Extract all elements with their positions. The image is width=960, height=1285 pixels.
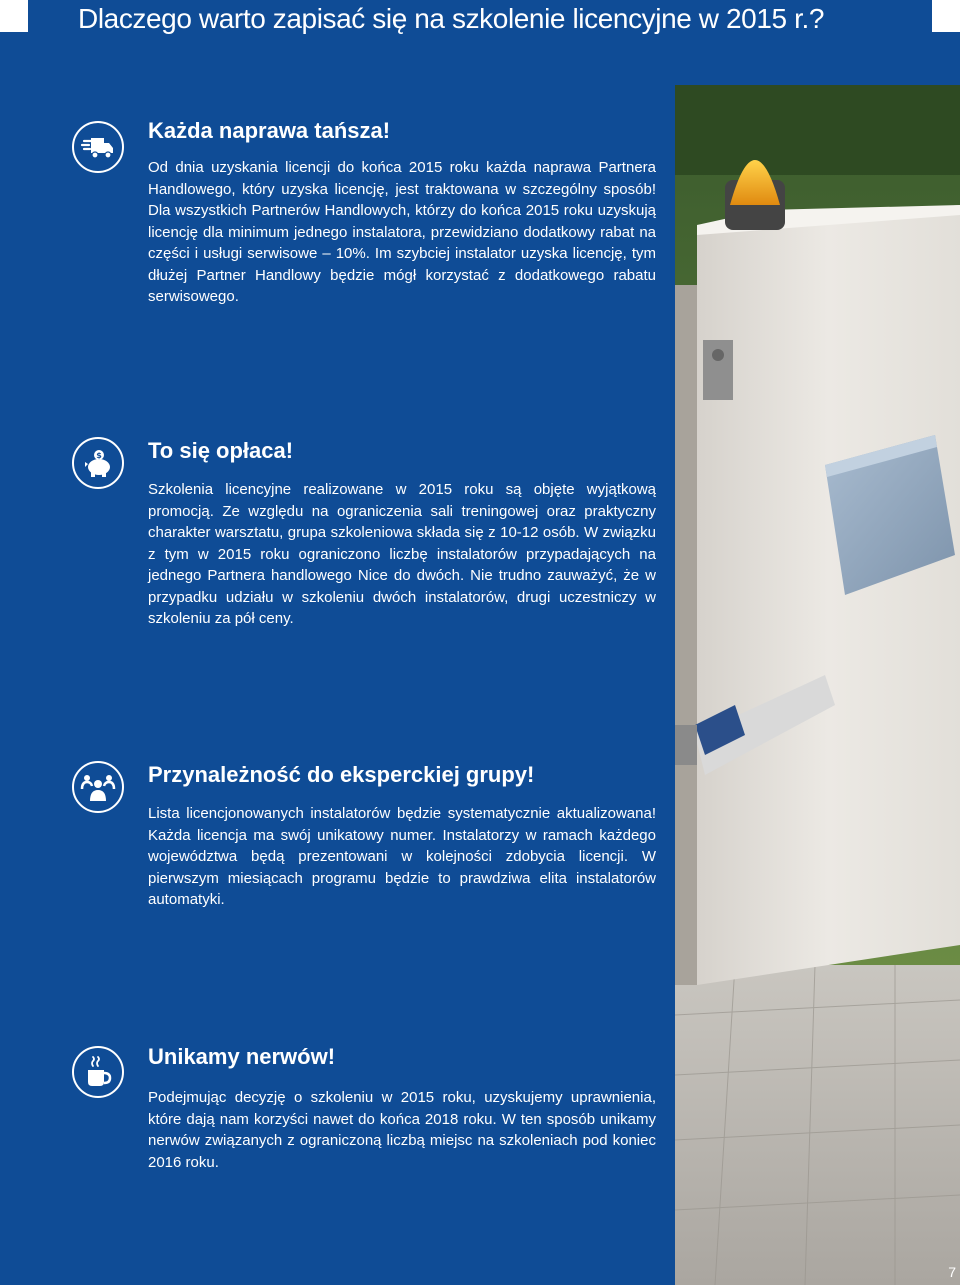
section-title: Każda naprawa tańsza! — [148, 118, 391, 143]
section-title: To się opłaca! — [148, 438, 294, 463]
coffee-mug-icon — [72, 1046, 124, 1098]
header-corner-left — [0, 0, 28, 32]
section-body: Podejmując decyzję o szkoleniu w 2015 roku, uzyskujemy uprawnienia, które dają nam korzyści nawet do końca 2018 roku. W ten sposób unikamy nerwów związanych z ograniczoną liczbą miejsc na szkoleniach pod koniec 2016 roku. — [148, 1089, 656, 1171]
svg-text:$: $ — [96, 451, 102, 460]
page-number: 7 — [948, 1264, 956, 1280]
page-title: Dlaczego warto zapisać się na szkolenie licencyjne w 2015 r.? — [78, 3, 825, 34]
piggy-bank-icon — [72, 437, 124, 489]
section-body: Od dnia uzyskania licencji do końca 2015 roku każda naprawa Partnera Handlowego, który uzyska licencję, jest traktowana w szczególny sposób! Dla wszystkich Partnerów Handlowych, którzy do końca 2015 roku uzyskują licencję dla minimum jednego instalatora, przewidziano dodatkowy rabat na części i usługi serwisowe – 10%. Im szybciej instalator uzyska licencję, tym dłużej Partner Handlowy będzie mógł korzystać z dodatkowego rabatu serwisowego. — [148, 159, 656, 305]
header-corner-right — [932, 0, 960, 32]
section-title: Unikamy nerwów! — [148, 1044, 336, 1069]
gate-automation-photo — [675, 85, 960, 1285]
header-bar — [0, 0, 960, 40]
section-title: Przynależność do eksperckiej grupy! — [148, 762, 535, 787]
group-of-people-icon — [72, 761, 124, 813]
delivery-truck-icon — [72, 121, 124, 173]
section-body: Szkolenia licencyjne realizowane w 2015 roku są objęte wyjątkową promocją. Ze względu na ograniczenia sali treningowej oraz praktyczny charakter warsztatu, grupa szkoleniowa składa się z 10-12 osób. W związku z tym w 2015 roku ograniczono liczbę instalatorów przypadających na jednego Partnera handlowego Nice do dwóch. Nie trudno zauważyć, że w przypadku udziału w szkoleniu dwóch instalatorów, drugi uczestniczy w szkoleniu za pół ceny. — [148, 481, 656, 627]
section-body: Lista licencjonowanych instalatorów będzie systematycznie aktualizowana! Każda licencja ma swój unikatowy numer. Instalatorzy w ramach każdego województwa będą prezentowani w kolejności zdobycia licencji. W pierwszym miesiącach programu będzie to prawdziwa elita instalatorów automatyki. — [148, 805, 656, 908]
